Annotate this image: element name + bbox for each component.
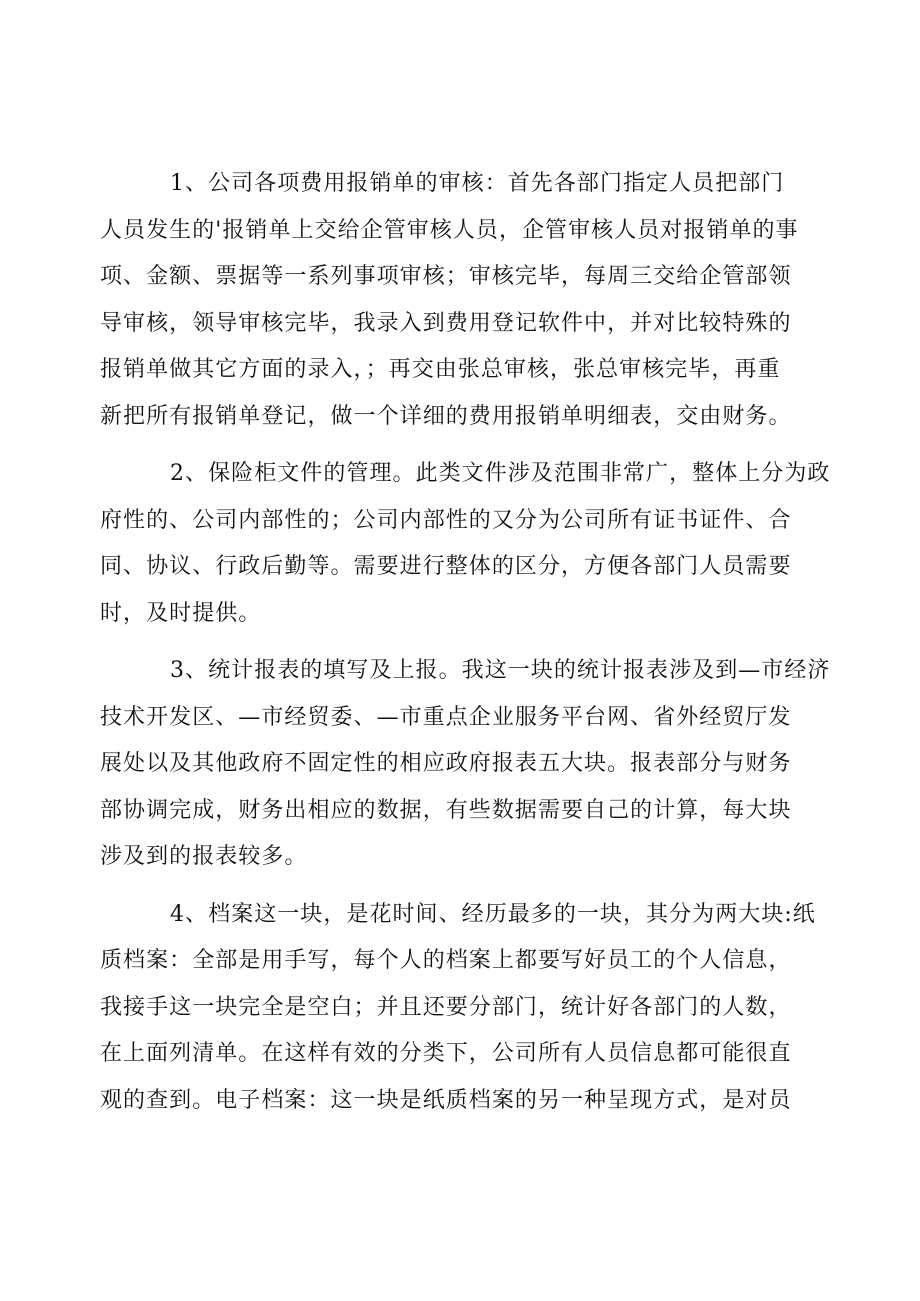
paragraph-2-line-4: 时，及时提供。 xyxy=(100,600,262,626)
paragraph-3-line-2: 技术开发区、—市经贸委、—市重点企业服务平台网、省外经贸厅发 xyxy=(100,704,792,730)
paragraph-4-line-5: 观的查到。电子档案：这一块是纸质档案的另一种呈现方式，是对员 xyxy=(100,1087,792,1113)
paragraph-4 xyxy=(100,892,820,1125)
paragraph-3-line-1: 3、统计报表的填写及上报。我这一块的统计报表涉及到—市经济 xyxy=(170,658,831,683)
paragraph-4-line-2: 质档案：全部是用手写，每个人的档案上都要写好员工的个人信息， xyxy=(100,948,792,973)
paragraph-2-line-3: 同、协议、行政后勤等。需要进行整体的区分，方便各部门人员需要 xyxy=(100,554,792,579)
paragraph-1-line-4: 导审核，领导审核完毕，我录入到费用登记软件中，并对比较特殊的 xyxy=(100,310,792,336)
paragraph-1-line-5: 报销单做其它方面的录入，；再交由张总审核，张总审核完毕，再重 xyxy=(100,357,781,382)
paragraph-2 xyxy=(100,451,831,637)
paragraph-1 xyxy=(100,161,820,440)
paragraph-1-line-6: 新把所有报销单登记，做一个详细的费用报销单明细表，交由财务。 xyxy=(100,403,792,429)
document-body xyxy=(100,161,831,1135)
paragraph-2-line-1: 2、保险柜文件的管理。此类文件涉及范围非常广，整体上分为政 xyxy=(170,461,831,486)
paragraph-3 xyxy=(100,648,831,881)
paragraph-3-line-5: 涉及到的报表较多。 xyxy=(100,844,308,869)
paragraph-4-line-1: 4、档案这一块，是花时间、经历最多的一块，其分为两大块:纸 xyxy=(170,901,816,927)
paragraph-1-line-3: 项、金额、票据等一系列事项审核；审核完毕，每周三交给企管部领 xyxy=(100,264,792,289)
paragraph-4-line-4: 在上面列清单。在这样有效的分类下，公司所有人员信息都可能很直 xyxy=(100,1041,792,1066)
paragraph-4-line-3: 我接手这一块完全是空白；并且还要分部门，统计好各部门的人数， xyxy=(100,994,792,1020)
paragraph-3-line-3: 展处以及其他政府不固定性的相应政府报表五大块。报表部分与财务 xyxy=(100,751,792,776)
paragraph-2-line-2: 府性的、公司内部性的；公司内部性的又分为公司所有证书证件、合 xyxy=(100,507,792,533)
paragraph-1-line-2: 人员发生的'报销单上交给企管审核人员，企管审核人员对报销单的事 xyxy=(100,217,799,243)
paragraph-1-line-1: 1、公司各项费用报销单的审核：首先各部门指定人员把部门 xyxy=(170,171,785,196)
paragraph-3-line-4: 部协调完成，财务出相应的数据，有些数据需要自己的计算，每大块 xyxy=(100,797,792,823)
